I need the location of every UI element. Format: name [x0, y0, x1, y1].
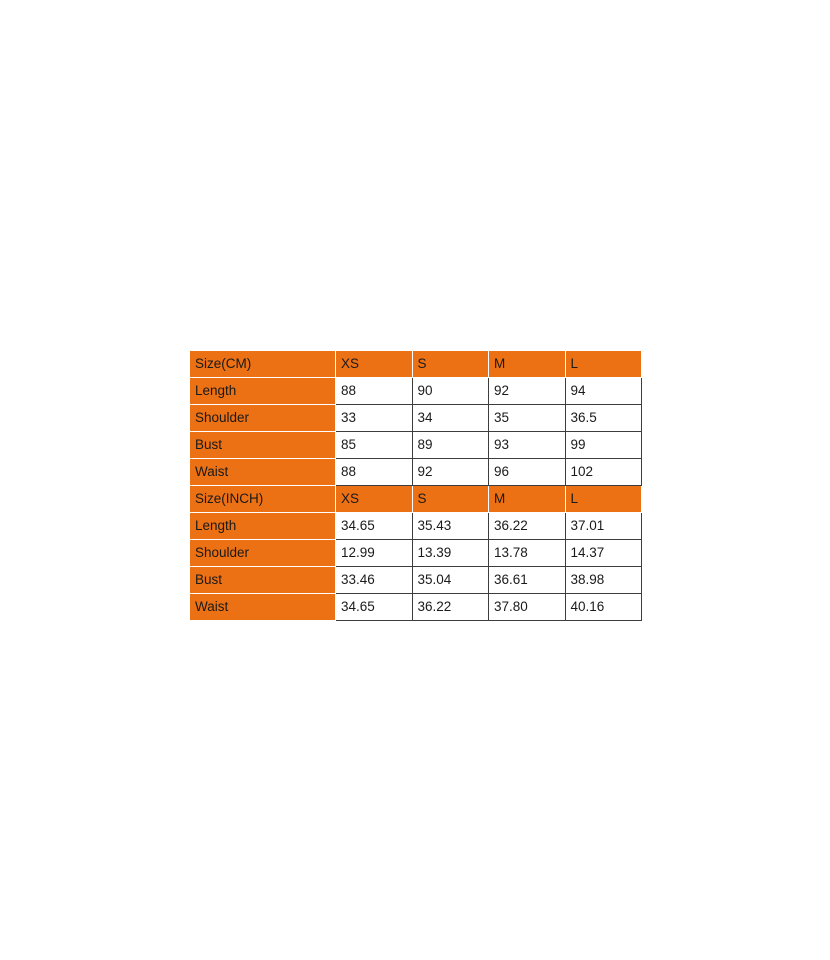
table-header-row-inch — [190, 486, 642, 513]
row-label-waist-inch: Waist — [190, 594, 336, 621]
cell-length-l-cm: 94 — [565, 378, 642, 405]
row-label-shoulder-cm: Shoulder — [190, 405, 336, 432]
cell-shoulder-xs-cm: 33 — [336, 405, 413, 432]
cell-bust-xs-cm: 85 — [336, 432, 413, 459]
size-chart-container — [189, 350, 642, 621]
size-header-xs-inch: XS — [336, 486, 413, 513]
cell-waist-m-cm: 96 — [489, 459, 566, 486]
cell-bust-s-inch: 35.04 — [412, 567, 489, 594]
cell-waist-xs-inch: 34.65 — [336, 594, 413, 621]
table-header-row-cm — [190, 351, 642, 378]
cell-bust-l-inch: 38.98 — [565, 567, 642, 594]
row-label-length-inch: Length — [190, 513, 336, 540]
cell-shoulder-m-inch: 13.78 — [489, 540, 566, 567]
row-label-bust-inch: Bust — [190, 567, 336, 594]
table-row — [190, 513, 642, 540]
cell-shoulder-s-inch: 13.39 — [412, 540, 489, 567]
cell-shoulder-m-cm: 35 — [489, 405, 566, 432]
size-header-m-cm: M — [489, 351, 566, 378]
cell-shoulder-l-cm: 36.5 — [565, 405, 642, 432]
size-header-xs-cm: XS — [336, 351, 413, 378]
cell-waist-xs-cm: 88 — [336, 459, 413, 486]
table-row — [190, 567, 642, 594]
cell-bust-l-cm: 99 — [565, 432, 642, 459]
cell-waist-l-cm: 102 — [565, 459, 642, 486]
cell-waist-l-inch: 40.16 — [565, 594, 642, 621]
cell-length-l-inch: 37.01 — [565, 513, 642, 540]
cell-waist-s-cm: 92 — [412, 459, 489, 486]
cell-length-xs-cm: 88 — [336, 378, 413, 405]
cell-waist-s-inch: 36.22 — [412, 594, 489, 621]
size-chart-table — [189, 350, 642, 621]
cell-bust-m-inch: 36.61 — [489, 567, 566, 594]
row-label-shoulder-inch: Shoulder — [190, 540, 336, 567]
cell-bust-xs-inch: 33.46 — [336, 567, 413, 594]
cell-length-xs-inch: 34.65 — [336, 513, 413, 540]
cell-length-s-inch: 35.43 — [412, 513, 489, 540]
size-header-s-cm: S — [412, 351, 489, 378]
row-label-length-cm: Length — [190, 378, 336, 405]
table-row — [190, 594, 642, 621]
unit-label-inch: Size(INCH) — [190, 486, 336, 513]
size-header-m-inch: M — [489, 486, 566, 513]
cell-bust-s-cm: 89 — [412, 432, 489, 459]
unit-label-cm: Size(CM) — [190, 351, 336, 378]
cell-shoulder-s-cm: 34 — [412, 405, 489, 432]
cell-length-m-cm: 92 — [489, 378, 566, 405]
row-label-waist-cm: Waist — [190, 459, 336, 486]
table-row — [190, 459, 642, 486]
size-header-s-inch: S — [412, 486, 489, 513]
row-label-bust-cm: Bust — [190, 432, 336, 459]
cell-length-m-inch: 36.22 — [489, 513, 566, 540]
cell-length-s-cm: 90 — [412, 378, 489, 405]
size-header-l-cm: L — [565, 351, 642, 378]
table-row — [190, 432, 642, 459]
cell-shoulder-l-inch: 14.37 — [565, 540, 642, 567]
cell-bust-m-cm: 93 — [489, 432, 566, 459]
cell-shoulder-xs-inch: 12.99 — [336, 540, 413, 567]
size-header-l-inch: L — [565, 486, 642, 513]
table-row — [190, 378, 642, 405]
table-row — [190, 540, 642, 567]
cell-waist-m-inch: 37.80 — [489, 594, 566, 621]
table-row — [190, 405, 642, 432]
